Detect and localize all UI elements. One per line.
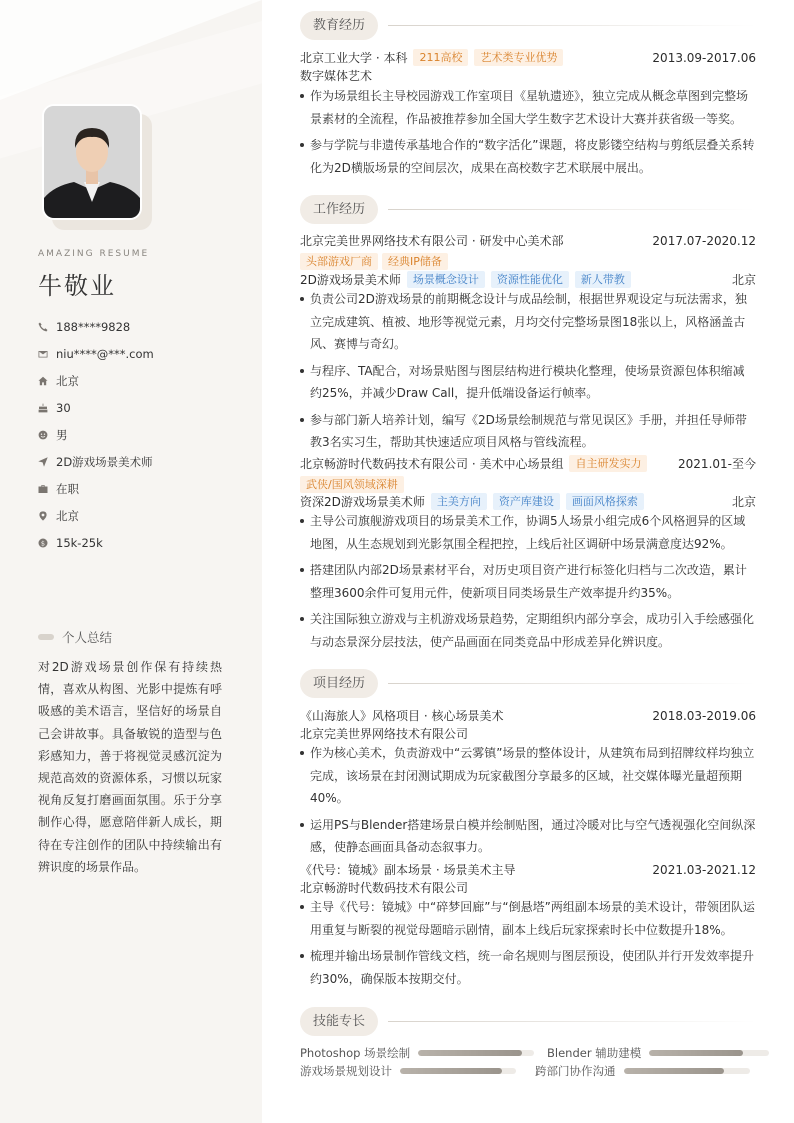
major: 数字媒体艺术 (300, 69, 373, 83)
info-age (38, 394, 154, 421)
skill-fill (400, 1068, 502, 1074)
job-bullets (300, 510, 756, 657)
avatar-photo (42, 104, 142, 220)
list-item: 搭建团队内部2D场景素材平台，对历史项目资产进行标签化归档与二次改造，累计整理3600余件可复用元件，使新项目同类场景生产效率提升约35%。 (300, 559, 756, 604)
skill-name: 游戏场景规划设计 (300, 1064, 392, 1078)
info-value: 15k-25k (56, 535, 103, 550)
section-divider (388, 683, 756, 684)
info-email (38, 340, 154, 367)
job-date: 2021.01-至今 (678, 457, 756, 471)
project-bullets (300, 896, 756, 994)
section-divider (388, 1021, 756, 1022)
info-phone (38, 313, 154, 340)
section-education (300, 11, 756, 40)
job-bullets (300, 288, 756, 458)
list-item: 主导《代号：镜城》中“碎梦回廊”与“倒悬塔”两组副本场景的美术设计，带领团队运用重复与断裂的视觉母题暗示剧情，副本上线后玩家探索时长中位数提升18%。 (300, 896, 756, 941)
list-item: 负责公司2D游戏场景的前期概念设计与成品绘制，根据世界观设定与玩法需求，独立完成建筑、植被、地形等视觉元素，月均交付完整场景图18张以上，风格涵盖古风、赛博与奇幻。 (300, 288, 756, 356)
company-name: 北京畅游时代数码技术有限公司 · 美术中心场景组 (300, 457, 564, 471)
school-tag: 211高校 (413, 49, 468, 66)
info-value: 188****9828 (56, 319, 131, 334)
location-pin-icon (38, 511, 56, 521)
project-company: 北京畅游时代数码技术有限公司 (300, 881, 469, 895)
info-position (38, 448, 154, 475)
info-value: 北京 (56, 373, 79, 388)
section-divider (388, 25, 756, 26)
education-major-row (300, 67, 756, 84)
candidate-name: 牛敬业 (38, 272, 116, 300)
send-icon (38, 457, 56, 467)
skill-name: 跨部门协作沟通 (535, 1064, 616, 1078)
skill-bar (418, 1050, 534, 1056)
job-role: 资深2D游戏场景美术师 (300, 495, 425, 509)
info-value: 30 (56, 400, 71, 415)
heading-bar (38, 634, 54, 640)
company-tag: 头部游戏厂商 (300, 253, 378, 270)
info-hometown (38, 367, 154, 394)
info-value: 2D游戏场景美术师 (56, 454, 153, 469)
skill-bar (400, 1068, 516, 1074)
education-date: 2013.09-2017.06 (652, 50, 756, 65)
role-tag: 画面风格探索 (566, 493, 644, 510)
info-gender (38, 421, 154, 448)
section-skills (300, 1007, 756, 1036)
job-header (300, 232, 756, 249)
school-name: 北京工业大学 · 本科 (300, 51, 408, 65)
job-role-row (300, 271, 756, 288)
list-item: 与程序、TA配合，对场景贴图与图层结构进行模块化整理，使场景资源包体积缩减约25%，并减少Draw Call，提升低端设备运行帧率。 (300, 360, 756, 405)
list-item: 参与学院与非遗传承基地合作的“数字活化”课题，将皮影镂空结构与剪纸层叠关系转化为2D横版场景的空间层次，成果在高校数字艺术联展中展出。 (300, 134, 756, 179)
info-value: niu****@***.com (56, 346, 154, 361)
project-bullets (300, 742, 756, 863)
skill-name: Photoshop 场景绘制 (300, 1046, 411, 1060)
skill-fill (418, 1050, 522, 1056)
resume-tagline: AMAZING RESUME (38, 249, 150, 259)
section-title: 教育经历 (300, 11, 378, 40)
section-projects (300, 669, 756, 698)
skill-fill (624, 1068, 725, 1074)
project-date: 2018.03-2019.06 (652, 708, 756, 723)
list-item: 关注国际独立游戏与主机游戏场景趋势，定期组织内部分享会，成功引入手绘感强化与动态景深分层技法，使产品画面在同类竞品中形成差异化辨识度。 (300, 608, 756, 653)
education-header (300, 49, 756, 66)
company-tags-row (300, 253, 756, 270)
role-tag: 主美方向 (431, 493, 487, 510)
project-header (300, 861, 756, 878)
project-company-row (300, 879, 756, 896)
info-salary (38, 529, 154, 556)
section-divider (388, 209, 756, 210)
skill-item (547, 1045, 769, 1061)
education-bullets (300, 85, 756, 183)
list-item: 作为场景组长主导校园游戏工作室项目《星轨遗迹》，独立完成从概念草图到完整场景素材的全流程，作品被推荐参加全国大学生数字艺术设计大赛并获省级一等奖。 (300, 85, 756, 130)
person-portrait-icon (44, 106, 140, 218)
job-city: 北京 (731, 495, 756, 509)
skill-bar (624, 1068, 750, 1074)
company-tags-row (300, 476, 756, 493)
section-work (300, 195, 756, 224)
role-tag: 新人带教 (575, 271, 631, 288)
info-value: 北京 (56, 508, 79, 523)
job-role-row (300, 493, 756, 510)
skill-item (300, 1063, 516, 1079)
svg-text:$: $ (40, 538, 46, 547)
home-icon (38, 376, 56, 386)
company-tag: 经典IP储备 (382, 253, 448, 270)
gender-icon (38, 430, 56, 440)
job-city: 北京 (731, 273, 756, 287)
project-company: 北京完美世界网络技术有限公司 (300, 727, 469, 741)
section-title: 技能专长 (300, 1007, 378, 1036)
summary-text: 对2D游戏场景创作保有持续热情，喜欢从构图、光影中提炼有呼吸感的美术语言，坚信好的场景自己会讲故事。具备敏锐的造型与色彩感知力，善于将视觉灵感沉淀为规范高效的资源体系，习惯以玩家视角反复打磨画面氛围。乐于分享制作心得，愿意陪伴新人成长，期待在专注创作的团队中持续输出有辨识度的场景作品。 (38, 660, 222, 874)
info-status (38, 475, 154, 502)
info-target-city (38, 502, 154, 529)
list-item: 主导公司旗舰游戏项目的场景美术工作，协调5人场景小组完成6个风格迥异的区域地图，从生态规划到光影氛围全程把控，上线后社区调研中场景满意度达92%。 (300, 510, 756, 555)
company-name: 北京完美世界网络技术有限公司 · 研发中心美术部 (300, 234, 564, 248)
info-value: 男 (56, 427, 68, 442)
list-item: 参与部门新人培养计划，编写《2D场景绘制规范与常见误区》手册，并担任导师带教3名实习生，帮助其快速适应项目风格与管线流程。 (300, 409, 756, 454)
skill-fill (649, 1050, 743, 1056)
info-value: 在职 (56, 481, 79, 496)
skill-bar (649, 1050, 769, 1056)
salary-icon (38, 538, 56, 548)
list-item: 梳理并输出场景制作管线文档，统一命名规则与图层预设，使团队并行开发效率提升约30%，确保版本按期交付。 (300, 945, 756, 990)
summary-heading (38, 628, 112, 646)
personal-info-list (38, 313, 154, 556)
avatar (42, 104, 142, 220)
list-item: 运用PS与Blender搭建场景白模并绘制贴图，通过冷暖对比与空气透视强化空间纵深感，使静态画面具备动态叙事力。 (300, 814, 756, 859)
skill-item (535, 1063, 750, 1079)
phone-icon (38, 322, 56, 332)
company-tag: 武侠/国风领域深耕 (300, 476, 404, 493)
project-header (300, 707, 756, 724)
company-tag: 自主研发实力 (569, 455, 647, 472)
school-tag: 艺术类专业优势 (474, 49, 563, 66)
skill-item (300, 1045, 534, 1061)
project-name: 《代号：镜城》副本场景 · 场景美术主导 (300, 863, 516, 877)
project-company-row (300, 725, 756, 742)
project-date: 2021.03-2021.12 (652, 862, 756, 877)
job-role: 2D游戏场景美术师 (300, 273, 401, 287)
section-title: 项目经历 (300, 669, 378, 698)
project-name: 《山海旅人》风格项目 · 核心场景美术 (300, 709, 504, 723)
summary-title: 个人总结 (62, 630, 113, 645)
role-tag: 资产库建设 (493, 493, 560, 510)
skill-name: Blender 辅助建模 (547, 1046, 642, 1060)
job-header (300, 455, 756, 472)
role-tag: 场景概念设计 (407, 271, 485, 288)
briefcase-icon (38, 484, 56, 494)
sidebar (0, 0, 262, 1123)
birthday-cake-icon (38, 403, 56, 413)
role-tag: 资源性能优化 (491, 271, 569, 288)
job-date: 2017.07-2020.12 (652, 233, 756, 248)
email-icon (38, 349, 56, 359)
list-item: 作为核心美术，负责游戏中“云雾镇”场景的整体设计，从建筑布局到招牌纹样均独立完成，该场景在封闭测试期成为玩家截图分享最多的区域，社交媒体曝光量超预期40%。 (300, 742, 756, 810)
section-title: 工作经历 (300, 195, 378, 224)
